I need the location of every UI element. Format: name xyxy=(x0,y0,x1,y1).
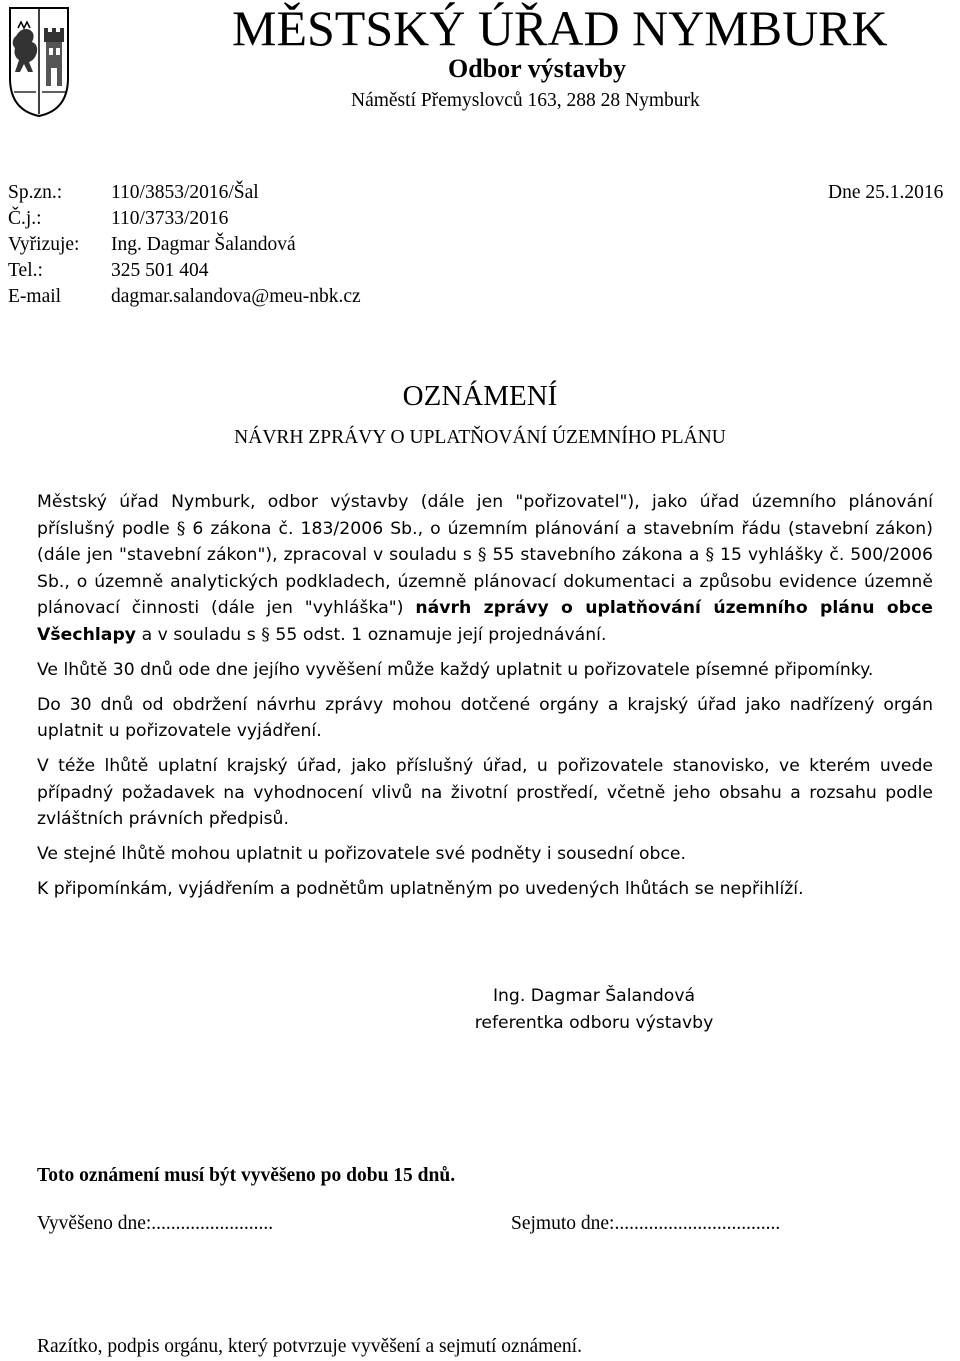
department-name: Odbor výstavby xyxy=(448,54,626,83)
office-name: MĚSTSKÝ ÚŘAD NYMBURK xyxy=(232,0,888,56)
body-paragraph: V téže lhůtě uplatní krajský úřad, jako příslušný úřad, u pořizovatele stanovisko, ve kterém uvede případný požadavek na vyhodnocení vlivů na životní prostředí, včetně jeho obsahu a rozsahu podle zvláštních právních předpisů. xyxy=(37,756,933,829)
stamp-note: Razítko, podpis orgánu, který potvrzuje vyvěšení a sejmutí oznámení. xyxy=(37,1336,582,1357)
signature-block xyxy=(0,983,960,1037)
reference-value: Ing. Dagmar Šalandová xyxy=(111,234,296,255)
office-address: Náměstí Přemyslovců 163, 288 28 Nymburk xyxy=(351,90,700,111)
body-text-segment: Městský úřad Nymburk, odbor výstavby (dále jen "pořizovatel"), jako úřad územního plánování příslušný podle xyxy=(37,492,933,539)
document-date: Dne 25.1.2016 xyxy=(828,182,944,203)
body-bold-text: návrh zprávy o uplatňování územního plánu obce Všechlapy xyxy=(37,598,934,645)
section-sign: § xyxy=(477,545,487,565)
reference-label: Vyřizuje: xyxy=(8,234,80,255)
document-title: OZNÁMENÍ xyxy=(402,380,558,412)
signature-name: Ing. Dagmar Šalandová xyxy=(492,986,696,1006)
posting-notice: Toto oznámení musí být vyvěšeno po dobu 15 dnů. xyxy=(37,1165,456,1186)
body-text-segment: 6 zákona č. 183/2006 Sb., o územním plánování a stavebním řádu (stavební zákon) (dále jen "stavební zákon"), zpracoval v souladu s xyxy=(37,518,933,565)
body-text-segment: 55 stavebního zákona a xyxy=(486,545,706,565)
reference-row xyxy=(8,258,361,284)
signature-role: referentka odboru výstavby xyxy=(474,1013,714,1033)
document-body xyxy=(37,489,933,911)
reference-label: E-mail xyxy=(8,286,62,307)
reference-label: Sp.zn.: xyxy=(8,182,63,203)
body-paragraph: K připomínkám, vyjádřením a podnětům uplatněným po uvedených lhůtách se nepřihlíží. xyxy=(37,879,804,899)
reference-label: Č.j.: xyxy=(8,208,42,229)
reference-row xyxy=(8,232,361,258)
posted-date-field: Vyvěšeno dne:......................... xyxy=(37,1213,274,1234)
body-paragraph xyxy=(37,489,933,648)
section-sign: § xyxy=(705,545,715,565)
body-paragraph: Do 30 dnů od obdržení návrhu zprávy mohou dotčené orgány a krajský úřad jako nadřízený orgán uplatnit u pořizovatele vyjádření. xyxy=(37,694,933,741)
coat-of-arms-icon xyxy=(8,6,70,118)
body-text-segment: a v souladu s xyxy=(136,624,262,645)
document-subtitle: NÁVRH ZPRÁVY O UPLATŇOVÁNÍ ÚZEMNÍHO PLÁNU xyxy=(234,427,726,448)
body-text-segment: 15 vyhlášky č. 500/2006 Sb., o územně analytických podkladech, územně plánovací dokumentaci a způsobu evidence územně plánovací činnosti (dále jen "vyhláška") xyxy=(37,545,934,618)
reference-row xyxy=(8,206,361,232)
reference-value: 110/3853/2016/Šal xyxy=(111,182,259,203)
reference-row xyxy=(8,284,361,310)
body-text-segment: 55 odst. 1 oznamuje její projednávání. xyxy=(269,624,607,645)
reference-label: Tel.: xyxy=(8,260,43,281)
body-paragraph: Ve lhůtě 30 dnů ode dne jejího vyvěšení může každý uplatnit u pořizovatele písemné připomínky. xyxy=(37,659,874,680)
reference-row xyxy=(8,180,361,206)
reference-value: 325 501 404 xyxy=(111,260,209,281)
section-sign: § xyxy=(261,624,270,645)
removed-date-field: Sejmuto dne:.................................. xyxy=(511,1213,781,1234)
body-paragraph: Ve stejné lhůtě mohou uplatnit u pořizovatele své podněty i sousední obce. xyxy=(37,844,686,864)
reference-value: 110/3733/2016 xyxy=(111,208,229,229)
section-sign: § xyxy=(176,518,186,539)
reference-value: dagmar.salandova@meu-nbk.cz xyxy=(111,286,361,307)
reference-block xyxy=(8,180,361,310)
